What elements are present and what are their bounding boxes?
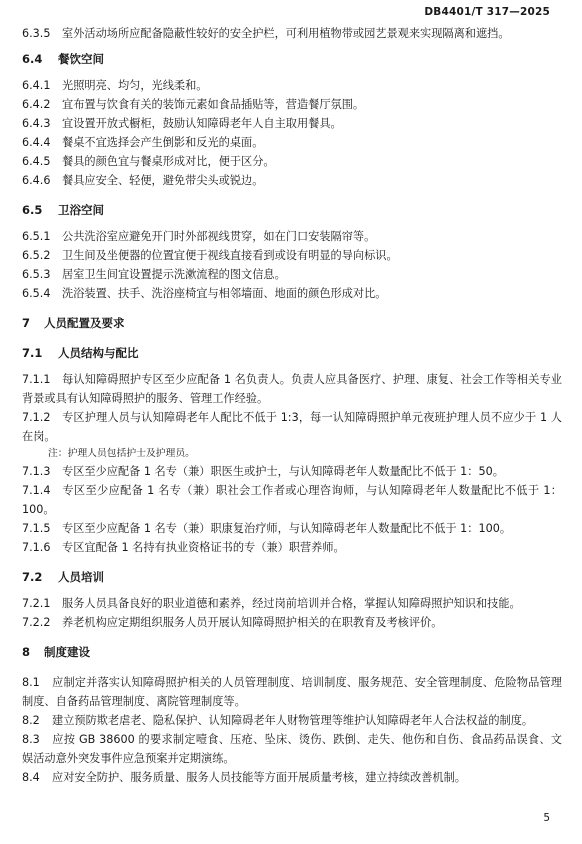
clause-number: 7.1.4 bbox=[22, 484, 51, 497]
clause-text: 专区护理人员与认知障碍老年人配比不低于 1:3，每一认知障碍照护单元夜班护理人员不应少于 1 人在岗。 bbox=[22, 411, 562, 443]
clause-text: 建立预防欺老虐老、隐私保护、认知障碍老年人财物管理等维护认知障碍老年人合法权益的制度。 bbox=[52, 714, 534, 727]
clause-number: 6.5.3 bbox=[22, 268, 51, 281]
section-number: 7.2 bbox=[22, 570, 43, 584]
clause-6-4-6 bbox=[22, 171, 562, 190]
clause-text: 应按 GB 38600 的要求制定噎食、压疮、坠床、烫伤、跌倒、走失、他伤和自伤、食品药品误食、文娱活动意外突发事件应急预案并定期演练。 bbox=[22, 733, 562, 765]
section-7-2-heading bbox=[22, 568, 562, 587]
clause-7-1-5 bbox=[22, 519, 562, 538]
clause-6-5-4 bbox=[22, 284, 562, 303]
section-title: 人员培训 bbox=[58, 570, 104, 584]
clause-number: 8.4 bbox=[22, 771, 40, 784]
note: 注：护理人员包括护士及护理员。 bbox=[48, 448, 195, 459]
clause-text: 专区至少应配备 1 名专（兼）职医生或护士，与认知障碍老年人数量配比不低于 1：50。 bbox=[62, 465, 504, 478]
clause-number: 7.2.1 bbox=[22, 597, 51, 610]
section-title: 卫浴空间 bbox=[58, 203, 104, 217]
clause-text: 宜设置开放式橱柜，鼓励认知障碍老年人自主取用餐具。 bbox=[62, 117, 342, 130]
clause-6-4-2 bbox=[22, 95, 562, 114]
clause-7-1-4 bbox=[22, 481, 562, 519]
clause-number: 7.1.1 bbox=[22, 373, 51, 386]
clause-number: 6.5.4 bbox=[22, 287, 51, 300]
section-number: 6.5 bbox=[22, 203, 43, 217]
document-body bbox=[22, 24, 562, 787]
clause-number: 6.4.6 bbox=[22, 174, 51, 187]
clause-number: 6.4.2 bbox=[22, 98, 51, 111]
clause-number: 7.1.5 bbox=[22, 522, 51, 535]
clause-6-4-3 bbox=[22, 114, 562, 133]
clause-number: 6.4.5 bbox=[22, 155, 51, 168]
clause-text: 专区至少应配备 1 名专（兼）职康复治疗师，与认知障碍老年人数量配比不低于 1：100。 bbox=[62, 522, 512, 535]
clause-text: 餐具的颜色宜与餐桌形成对比，便于区分。 bbox=[62, 155, 275, 168]
clause-number: 7.2.2 bbox=[22, 616, 51, 629]
clause-text: 专区至少应配备 1 名专（兼）职社会工作者或心理咨询师，与认知障碍老年人数量配比不低于 1：100。 bbox=[22, 484, 562, 516]
clause-7-1-1 bbox=[22, 370, 562, 408]
clause-7-1-3 bbox=[22, 462, 562, 481]
clause-6-4-4 bbox=[22, 133, 562, 152]
clause-text: 洗浴装置、扶手、洗浴座椅宜与相邻墙面、地面的颜色形成对比。 bbox=[62, 287, 387, 300]
clause-7-1-2 bbox=[22, 408, 562, 446]
clause-text: 室外活动场所应配备隐蔽性较好的安全护栏，可利用植物带或园艺景观来实现隔离和遮挡。 bbox=[62, 27, 510, 40]
clause-6-4-1 bbox=[22, 76, 562, 95]
clause-number: 8.3 bbox=[22, 733, 40, 746]
clause-number: 6.4.1 bbox=[22, 79, 51, 92]
page-number: 5 bbox=[543, 812, 550, 824]
section-title: 人员结构与配比 bbox=[58, 346, 139, 360]
clause-text: 餐具应安全、轻便，避免带尖头或锐边。 bbox=[62, 174, 264, 187]
clause-text: 服务人员具备良好的职业道德和素养，经过岗前培训并合格，掌握认知障碍照护知识和技能。 bbox=[62, 597, 521, 610]
clause-number: 8.1 bbox=[22, 676, 40, 689]
section-number: 6.4 bbox=[22, 52, 43, 66]
clause-text: 光照明亮、均匀，光线柔和。 bbox=[62, 79, 208, 92]
clause-number: 8.2 bbox=[22, 714, 40, 727]
clause-7-2-2 bbox=[22, 613, 562, 632]
chapter-7-heading bbox=[22, 314, 562, 333]
chapter-title: 人员配置及要求 bbox=[44, 316, 125, 330]
clause-6-5-1 bbox=[22, 227, 562, 246]
clause-text: 居室卫生间宜设置提示洗漱流程的图文信息。 bbox=[62, 268, 286, 281]
clause-number: 6.5.2 bbox=[22, 249, 51, 262]
section-6-4-heading bbox=[22, 50, 562, 69]
clause-text: 每认知障碍照护专区至少应配备 1 名负责人。负责人应具备医疗、护理、康复、社会工作等相关专业背景或具有认知障碍照护的服务、管理工作经验。 bbox=[22, 373, 562, 405]
clause-text: 餐桌不宜选择会产生倒影和反光的桌面。 bbox=[62, 136, 264, 149]
clause-text: 公共洗浴室应避免开门时外部视线贯穿，如在门口安装隔帘等。 bbox=[62, 230, 376, 243]
clause-number: 6.4.3 bbox=[22, 117, 51, 130]
chapter-8-heading bbox=[22, 643, 562, 662]
clause-text: 卫生间及坐便器的位置宜便于视线直接看到或设有明显的导向标识。 bbox=[62, 249, 398, 262]
clause-number: 6.5.1 bbox=[22, 230, 51, 243]
clause-number: 7.1.6 bbox=[22, 541, 51, 554]
clause-text: 宜布置与饮食有关的装饰元素如食品插贴等，营造餐厅氛围。 bbox=[62, 98, 365, 111]
clause-6-5-2 bbox=[22, 246, 562, 265]
clause-text: 应对安全防护、服务质量、服务人员技能等方面开展质量考核，建立持续改善机制。 bbox=[52, 771, 466, 784]
section-7-1-heading bbox=[22, 344, 562, 363]
section-number: 7.1 bbox=[22, 346, 43, 360]
chapter-title: 制度建设 bbox=[44, 645, 90, 659]
chapter-number: 8 bbox=[22, 645, 31, 659]
section-6-5-heading bbox=[22, 201, 562, 220]
clause-number: 6.3.5 bbox=[22, 27, 51, 40]
clause-8-2 bbox=[22, 711, 562, 730]
clause-text: 专区宜配备 1 名持有执业资格证书的专（兼）职营养师。 bbox=[62, 541, 345, 554]
clause-number: 7.1.2 bbox=[22, 411, 51, 424]
document-code: DB4401/T 317—2025 bbox=[424, 6, 550, 18]
clause-number: 7.1.3 bbox=[22, 465, 51, 478]
clause-6-4-5 bbox=[22, 152, 562, 171]
clause-7-2-1 bbox=[22, 594, 562, 613]
clause-text: 应制定并落实认知障碍照护相关的人员管理制度、培训制度、服务规范、安全管理制度、危险物品管理制度、自备药品管理制度、离院管理制度等。 bbox=[22, 676, 562, 708]
clause-8-1 bbox=[22, 673, 562, 711]
clause-8-4 bbox=[22, 768, 562, 787]
clause-text: 养老机构应定期组织服务人员开展认知障碍照护相关的在职教育及考核评价。 bbox=[62, 616, 443, 629]
section-title: 餐饮空间 bbox=[58, 52, 104, 66]
chapter-number: 7 bbox=[22, 316, 31, 330]
clause-8-3 bbox=[22, 730, 562, 768]
clause-number: 6.4.4 bbox=[22, 136, 51, 149]
clause-6-5-3 bbox=[22, 265, 562, 284]
clause-7-1-6 bbox=[22, 538, 562, 557]
clause-6-3-5 bbox=[22, 24, 562, 43]
